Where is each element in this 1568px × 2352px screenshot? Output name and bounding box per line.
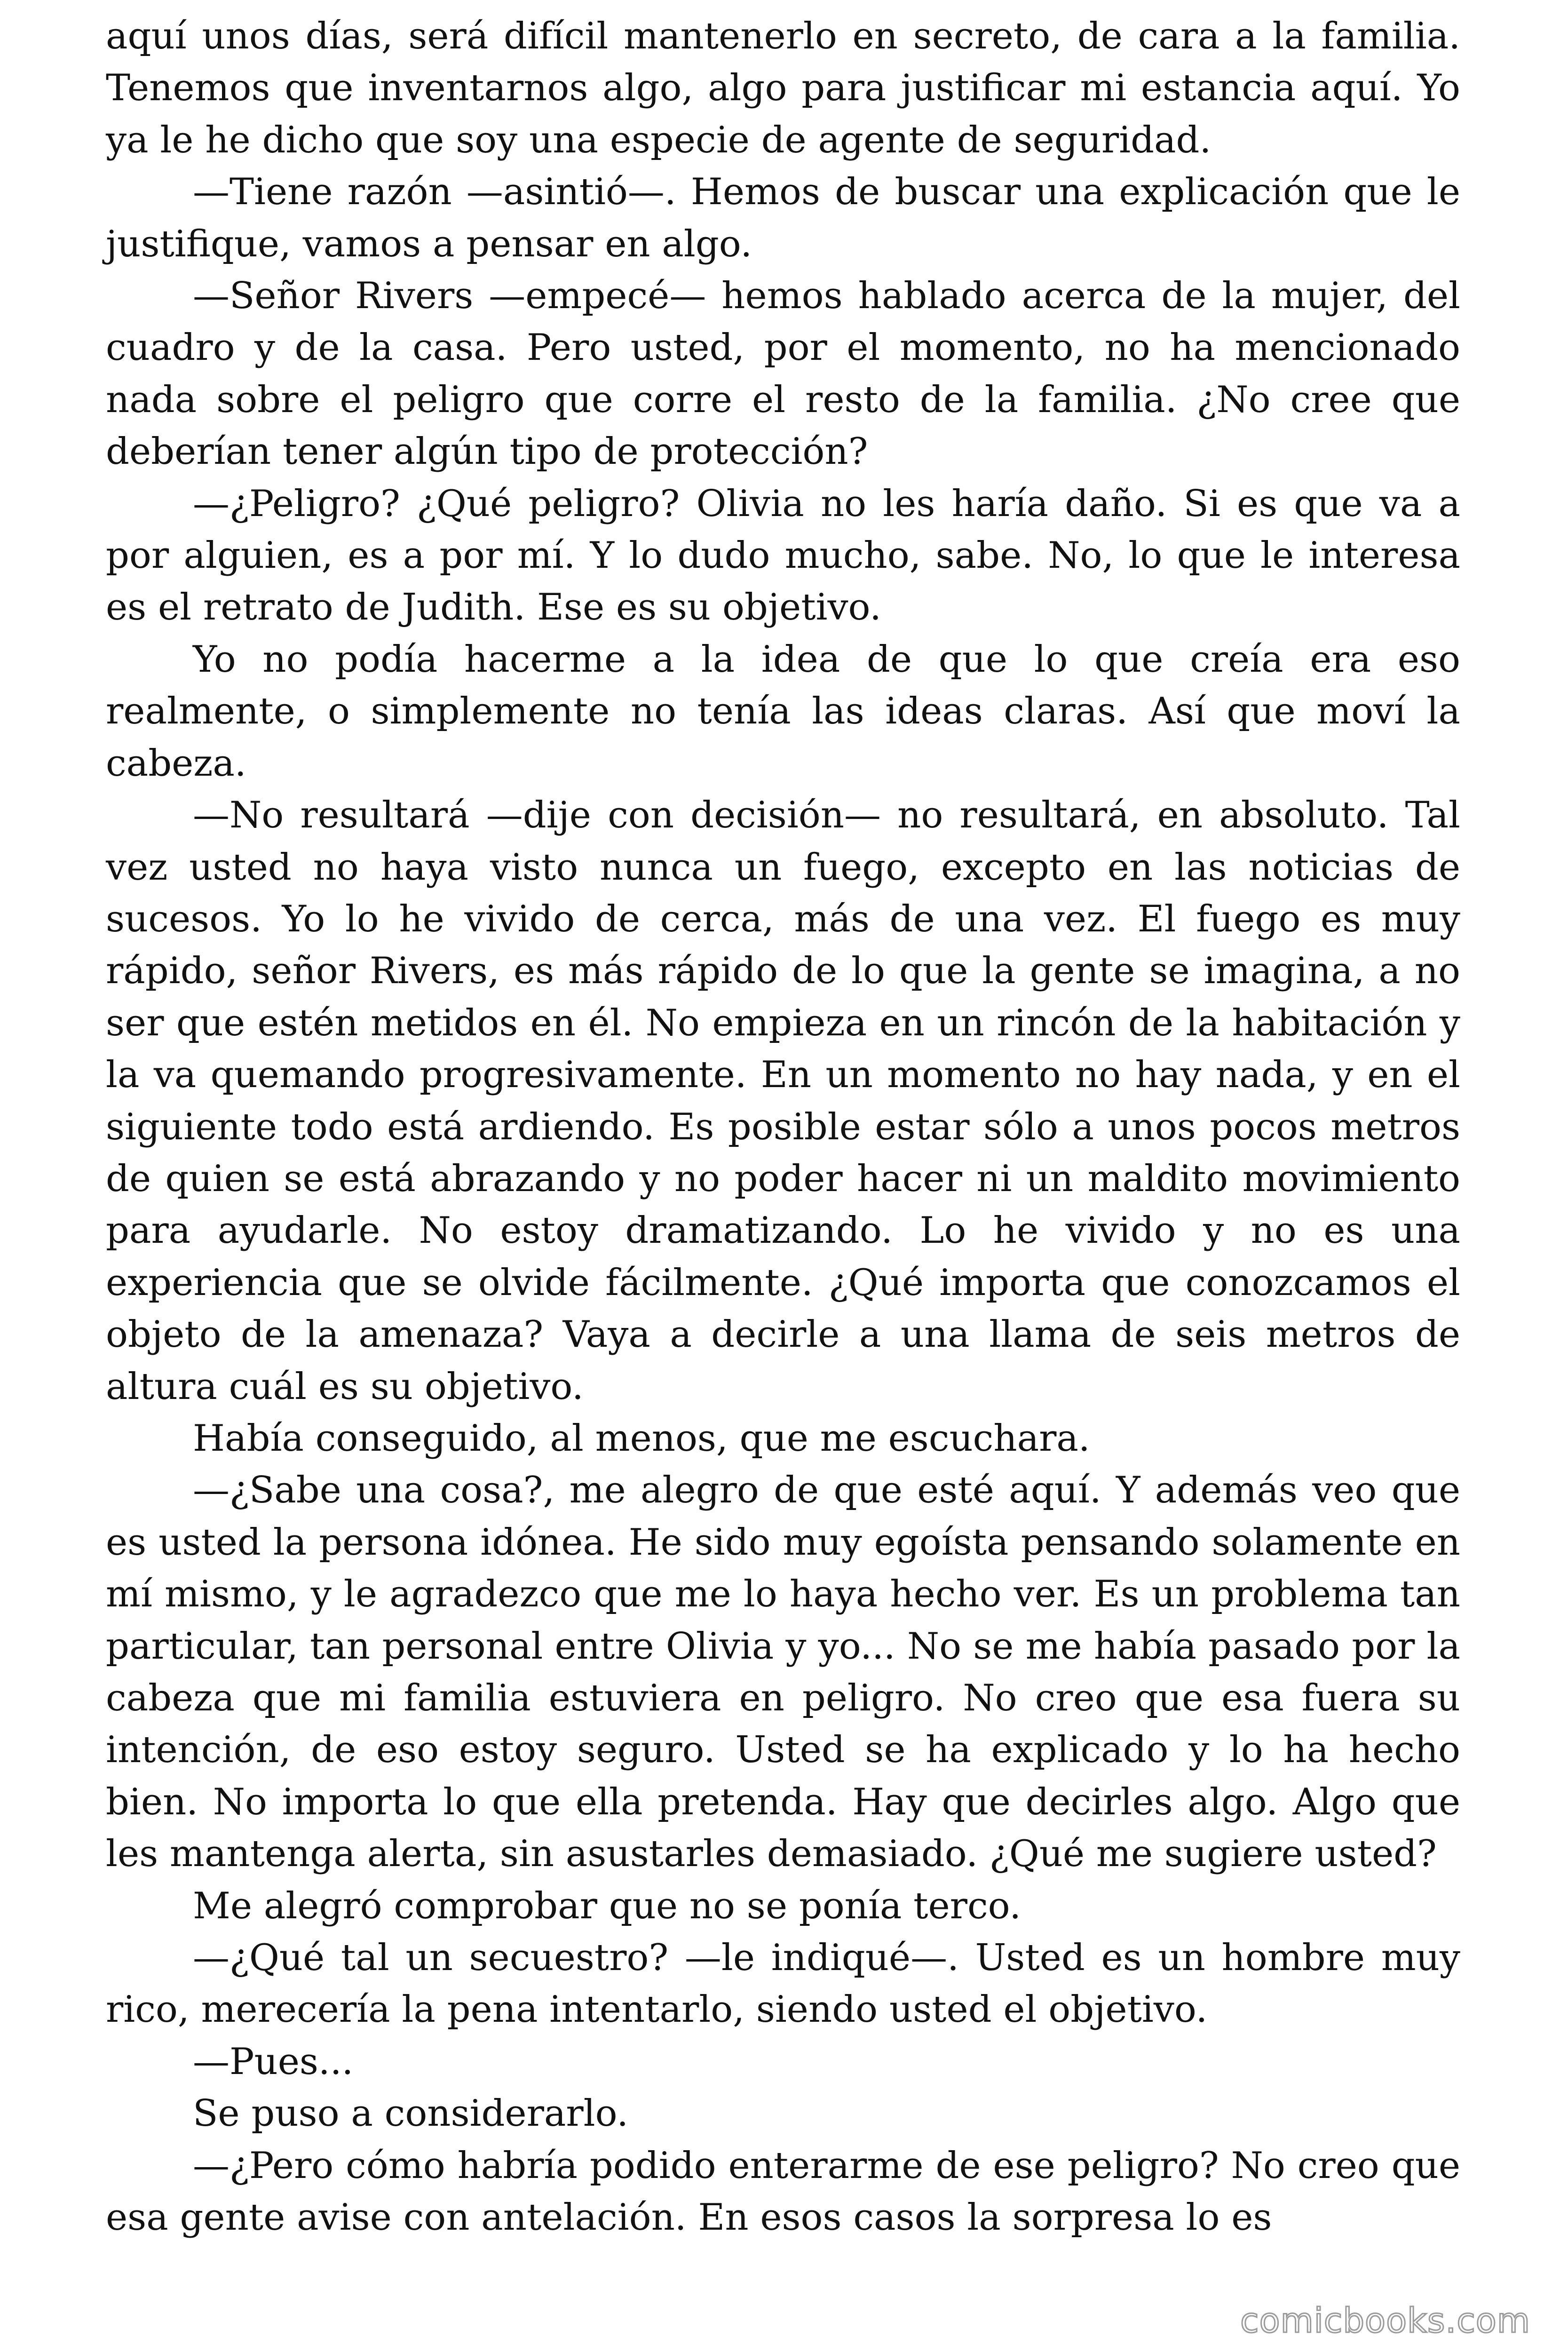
paragraph: —Tiene razón —asintió—. Hemos de buscar una explicación que le justifique, vamos a pensar en algo. [106,171,1460,265]
paragraph: —Señor Rivers —empecé— hemos hablado acerca de la mujer, del cuadro y de la casa. Pero usted, por el momento, no ha mencionado nada sobre el peligro que corre el resto de la familia. ¿No cree que deberían tener algún tipo de protección? [106,275,1460,473]
paragraph: aquí unos días, será difícil mantenerlo en secreto, de cara a la familia. Tenemos que inventarnos algo, algo para justificar mi estancia aquí. Yo ya le he dicho que soy una especie de agente de seguridad. [106,15,1460,161]
paragraph: Me alegró comprobar que no se ponía terco. [193,1884,1022,1927]
body-text [106,10,1460,2243]
paragraph: Yo no podía hacerme a la idea de que lo que creía era eso realmente, o simplemente no tenía las ideas claras. Así que moví la cabeza. [106,638,1460,785]
paragraph: —¿Qué tal un secuestro? —le indiqué—. Usted es un hombre muy rico, merecería la pena intentarlo, siendo usted el objetivo. [106,1937,1460,2031]
paragraph: —Pues... [193,2040,354,2083]
paragraph: —No resultará —dije con decisión— no resultará, en absoluto. Tal vez usted no haya visto nunca un fuego, excepto en las noticias de sucesos. Yo lo he vivido de cerca, más de una vez. El fuego es muy rápido, señor Rivers, es más rápido de lo que la gente se imagina, a no ser que estén metidos en él. No empieza en un rincón de la habitación y la va quemando progresivamente. En un momento no hay nada, y en el siguiente todo está ardiendo. Es posible estar sólo a unos pocos metros de quien se está abrazando y no poder hacer ni un maldito movimiento para ayudarle. No estoy dramatizando. Lo he vivido y no es una experiencia que se olvide fácilmente. ¿Qué importa que conozcamos el objeto de la amenaza? Vaya a decirle a una llama de seis metros de altura cuál es su objetivo. [106,794,1460,1408]
paragraph: —¿Sabe una cosa?, me alegro de que esté aquí. Y además veo que es usted la persona idónea. He sido muy egoísta pensando solamente en mí mismo, y le agradezco que me lo haya hecho ver. Es un problema tan particular, tan personal entre Olivia y yo... No se me había pasado por la cabeza que mi familia estuviera en peligro. No creo que esa fuera su intención, de eso estoy seguro. Usted se ha explicado y lo ha hecho bien. No importa lo que ella pretenda. Hay que decirles algo. Algo que les mantenga alerta, sin asustarles demasiado. ¿Qué me sugiere usted? [106,1469,1460,1875]
watermark-text: comicbooks.com [1240,2301,1530,2340]
paragraph: —¿Peligro? ¿Qué peligro? Olivia no les haría daño. Si es que va a por alguien, es a por mí. Y lo dudo mucho, sabe. No, lo que le interesa es el retrato de Judith. Ese es su objetivo. [106,482,1460,629]
paragraph: Había conseguido, al menos, que me escuchara. [193,1417,1090,1460]
paragraph: —¿Pero cómo habría podido enterarme de ese peligro? No creo que esa gente avise con antelación. En esos casos la sorpresa lo es [106,2144,1460,2239]
paragraph: Se puso a considerarlo. [193,2092,628,2135]
